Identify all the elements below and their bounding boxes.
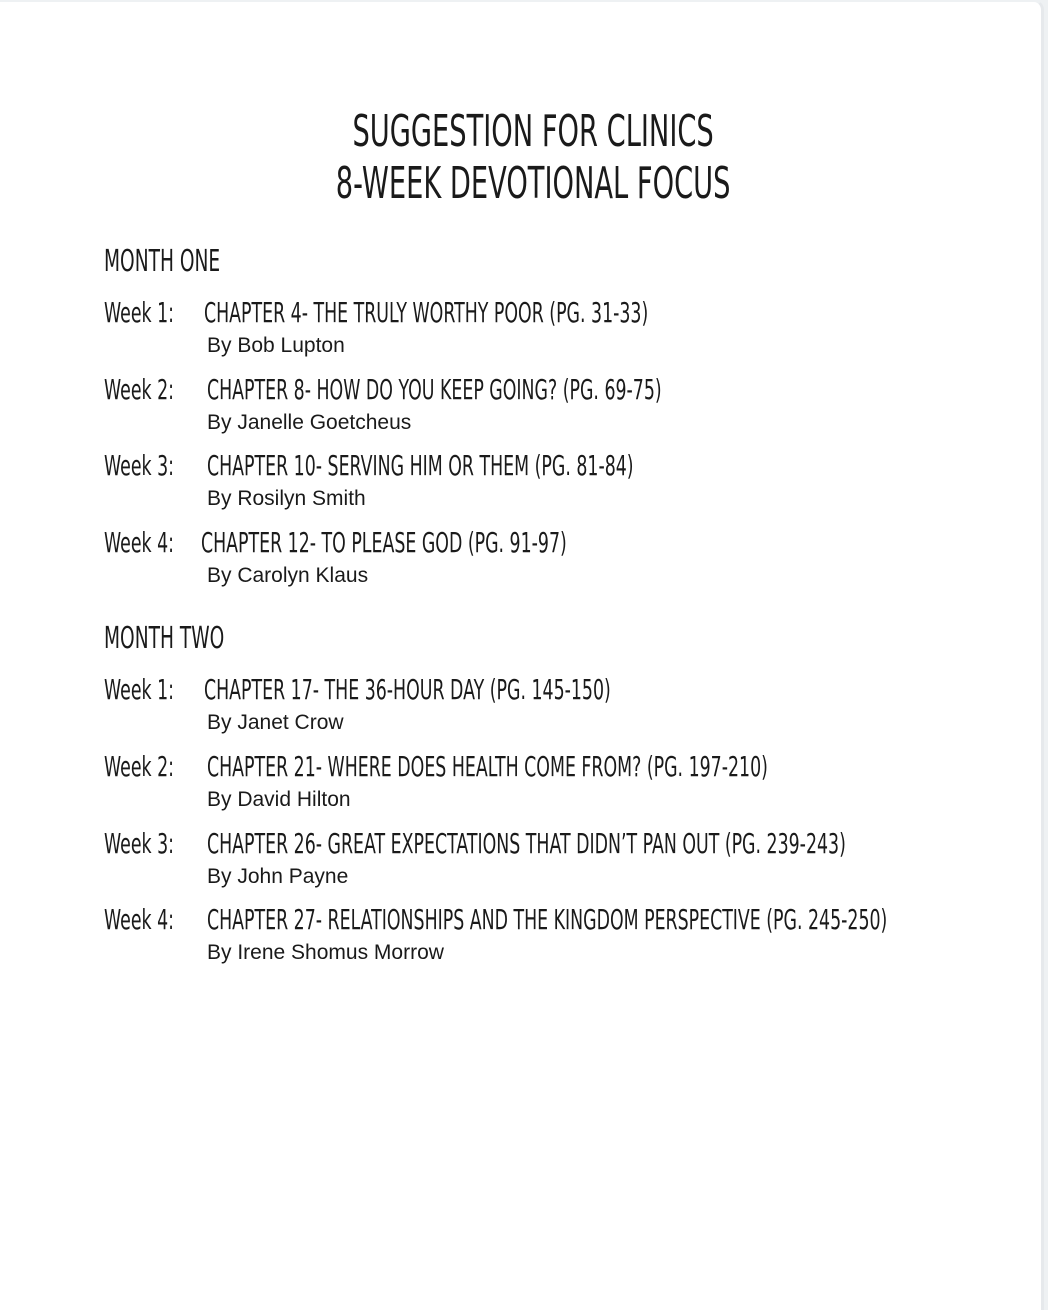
chapter-title: CHAPTER 26- GREAT EXPECTATIONS THAT DIDN’T PAN OUT (PG. 239-243): [207, 827, 846, 860]
chapter-author: By John Payne: [207, 865, 349, 888]
week-label: Week 3:: [104, 449, 174, 482]
chapter-author: By Rosilyn Smith: [207, 487, 366, 510]
chapter-title: CHAPTER 8- HOW DO YOU KEEP GOING? (PG. 69-75): [207, 373, 662, 406]
chapter-title: CHAPTER 12- TO PLEASE GOD (PG. 91-97): [201, 526, 567, 559]
chapter-title: CHAPTER 27- RELATIONSHIPS AND THE KINGDOM PERSPECTIVE (PG. 245-250): [207, 903, 888, 936]
week-label: Week 1:: [104, 296, 174, 329]
week-label: Week 3:: [104, 827, 174, 860]
week-label: Week 4:: [104, 526, 174, 559]
month-one-heading: MONTH ONE: [104, 244, 221, 279]
page-title-line-1: SUGGESTION FOR CLINICS: [352, 106, 714, 157]
week-label: Week 1:: [104, 673, 174, 706]
chapter-title: CHAPTER 21- WHERE DOES HEALTH COME FROM? (PG. 197-210): [207, 750, 768, 783]
chapter-author: By David Hilton: [207, 788, 351, 811]
chapter-title: CHAPTER 10- SERVING HIM OR THEM (PG. 81-84): [207, 449, 634, 482]
chapter-author: By Janelle Goetcheus: [207, 411, 412, 434]
chapter-title: CHAPTER 17- THE 36-HOUR DAY (PG. 145-150): [204, 673, 611, 706]
chapter-author: By Janet Crow: [207, 711, 344, 734]
week-label: Week 2:: [104, 373, 174, 406]
chapter-author: By Irene Shomus Morrow: [207, 941, 444, 964]
week-label: Week 4:: [104, 903, 174, 936]
chapter-title: CHAPTER 4- THE TRULY WORTHY POOR (PG. 31-33): [204, 296, 649, 329]
chapter-author: By Carolyn Klaus: [207, 564, 369, 587]
week-label: Week 2:: [104, 750, 174, 783]
chapter-author: By Bob Lupton: [207, 334, 345, 357]
page-title-line-2: 8-WEEK DEVOTIONAL FOCUS: [335, 158, 731, 209]
month-two-heading: MONTH TWO: [104, 621, 225, 656]
